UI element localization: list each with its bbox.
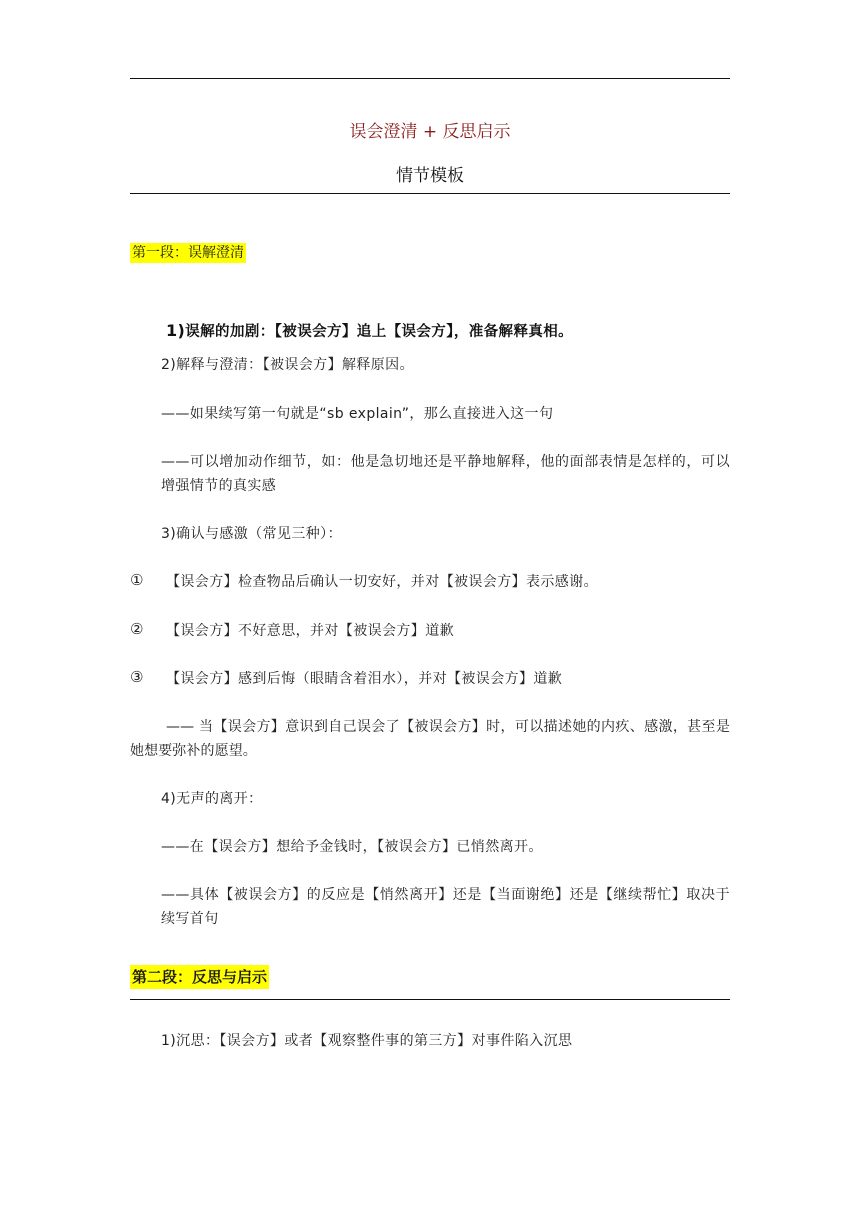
page-subtitle: 情节模板 (396, 166, 464, 186)
section1-item2: 2)解释与澄清：【被误会方】解释原因。 (161, 357, 414, 373)
page-title: 误会澄清 + 反思启示 (349, 122, 511, 142)
option-2-marker: ② (130, 620, 144, 638)
section1-note2: ——可以增加动作细节，如：他是急切地还是平静地解释，他的面部表情是怎样的，可以增强情节的真实感 (161, 454, 730, 494)
section1-item1 (166, 320, 573, 341)
option-2-text: 【误会方】不好意思，并对【被误会方】道歉 (166, 623, 454, 639)
section1-item3: 3)确认与感激（常见三种）： (161, 526, 342, 542)
option-1-text: 【误会方】检查物品后确认一切安好，并对【被误会方】表示感谢。 (166, 574, 598, 590)
option-3-text: 【误会方】感到后悔（眼睛含着泪水），并对【被误会方】道歉 (166, 671, 563, 687)
option-row-3 (130, 668, 563, 687)
section2-rule (130, 999, 730, 1000)
section1-note5: ——具体【被误会方】的反应是【悄然离开】还是【当面谢绝】还是【继续帮忙】取决于续写首句 (161, 887, 730, 927)
section2-heading-text: 第二段：反思与启示 (130, 965, 269, 989)
section1-item1-text: 误解的加剧：【被误会方】追上【误会方】，准备解释真相。 (185, 324, 574, 340)
section1-note3: —— 当【误会方】意识到自己误会了【被误会方】时，可以描述她的内疚、感激，甚至是她想要弥补的愿望。 (130, 719, 730, 759)
section1-note1: ——如果续写第一句就是“sb explain”，那么直接进入这一句 (161, 406, 554, 422)
option-1-marker: ① (130, 571, 144, 589)
section1-item1-number: 1) (166, 321, 186, 340)
section1-note4: ——在【误会方】想给予金钱时，【被误会方】已悄然离开。 (161, 839, 543, 855)
header-rule (130, 193, 730, 194)
section2-heading (130, 966, 269, 987)
section1-heading-text: 第一段：误解澄清 (132, 245, 244, 261)
top-rule (130, 78, 730, 79)
section2-item1: 1)沉思：【误会方】或者【观察整件事的第三方】对事件陷入沉思 (161, 1033, 573, 1049)
section1-item4: 4)无声的离开： (161, 791, 263, 807)
option-3-marker: ③ (130, 668, 144, 686)
option-row-2 (130, 620, 454, 639)
section1-heading (130, 242, 246, 262)
option-row-1 (130, 571, 598, 590)
